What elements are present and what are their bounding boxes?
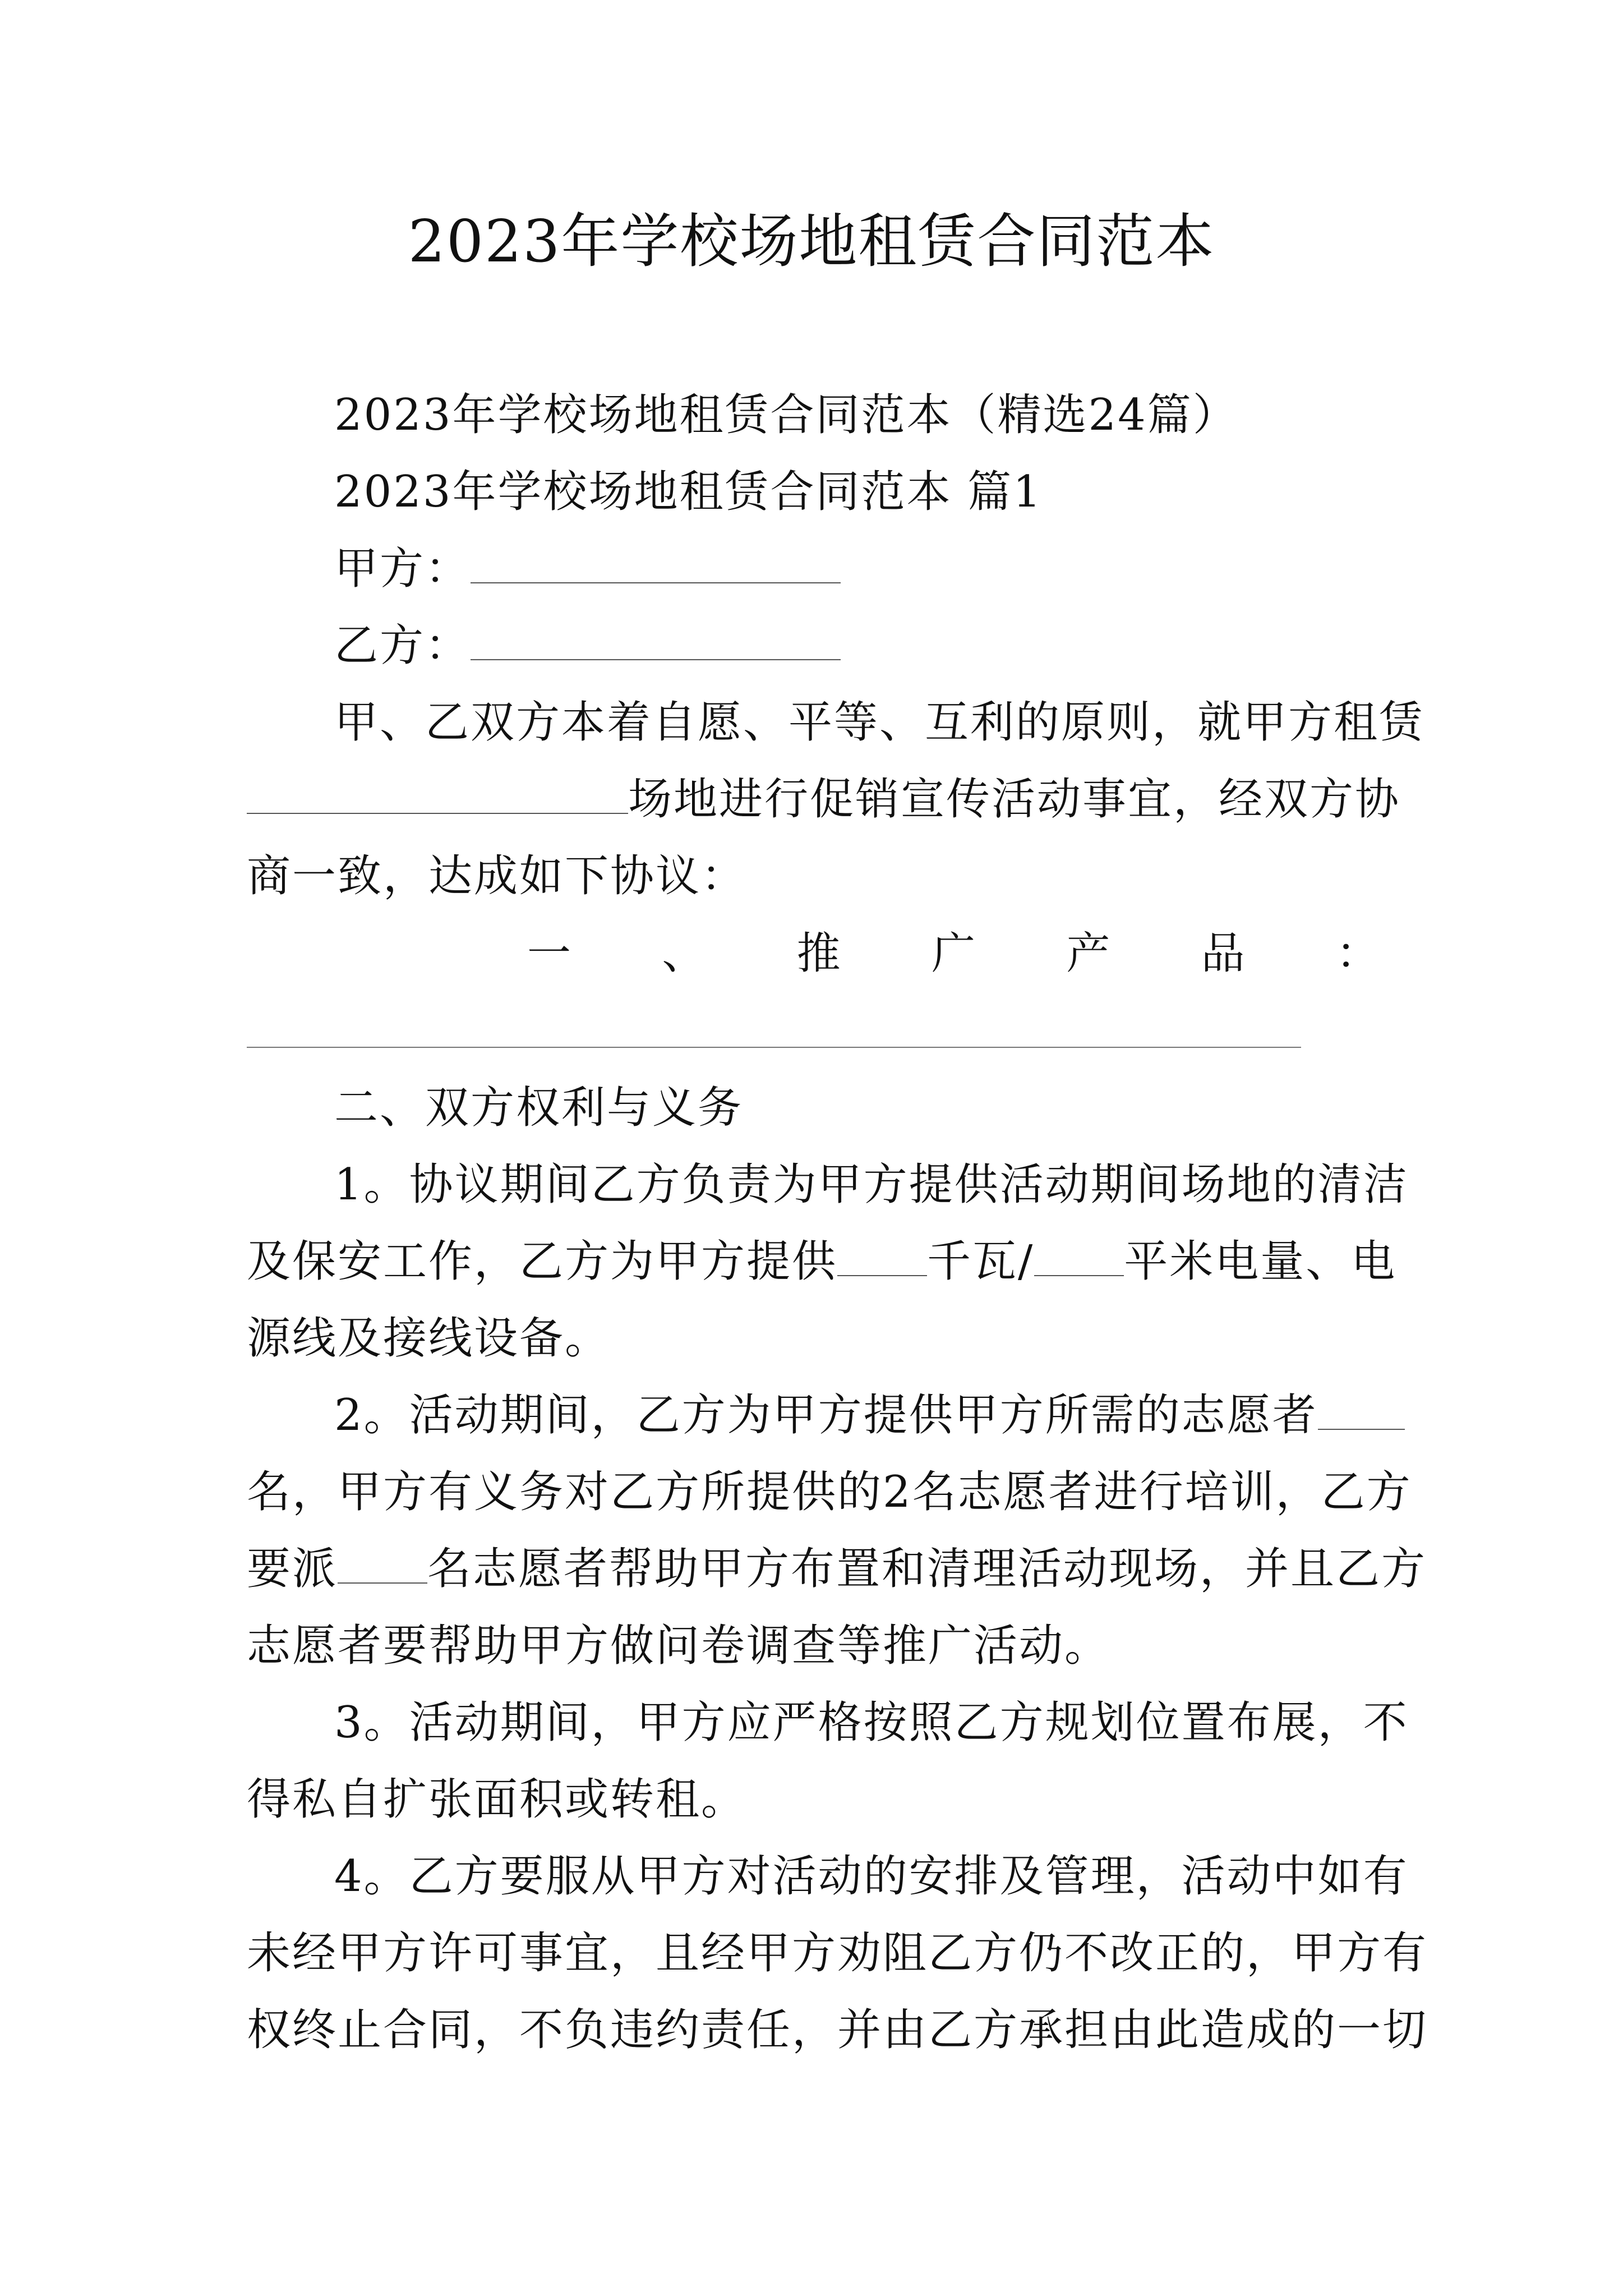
clause-2-text-b: 名志愿者帮助甲方布置和清理活动现场，并且乙方: [427, 1544, 1427, 1594]
clause-2-text-a: 要派: [247, 1544, 338, 1594]
party-b-line: [334, 618, 841, 674]
item-1-char: 推: [796, 928, 841, 979]
document-title: 2023年学校场地租赁合同范本: [408, 207, 1215, 275]
item-1-heading: [527, 926, 1380, 982]
clause-2-line-2: 名，甲方有义务对乙方所提供的2名志愿者进行培训，乙方: [247, 1467, 1412, 1517]
intro-line-1: 甲、乙双方本着自愿、平等、互利的原则，就甲方租赁: [334, 697, 1425, 748]
intro-line-3: 商一致，达成如下协议：: [247, 851, 747, 901]
item-1-char: 产: [1066, 928, 1110, 979]
party-a-line: [334, 541, 841, 597]
venue-blank: [247, 778, 628, 814]
intro-line-2-text: 场地进行促销宣传活动事宜，经双方协: [628, 774, 1401, 825]
clause-1-line-1: 1。协议期间乙方负责为甲方提供活动期间场地的清洁: [334, 1159, 1409, 1210]
party-b-label: 乙方：: [334, 620, 471, 671]
clause-2-line-4: 志愿者要帮助甲方做问卷调查等推广活动。: [247, 1621, 1110, 1671]
section-heading: 2023年学校场地租赁合同范本 篇1: [334, 467, 1043, 517]
dispatched-volunteer-blank: [338, 1548, 427, 1584]
clause-3-line-1: 3。活动期间，甲方应严格按照乙方规划位置布展，不: [334, 1697, 1409, 1748]
item-1-char: 一: [527, 928, 571, 979]
clause-1-text-a: 及保安工作，乙方为甲方提供: [247, 1236, 838, 1287]
square-meter-blank: [1034, 1240, 1124, 1276]
clause-4-line-3: 权终止合同，不负违约责任，并由乙方承担由此造成的一切: [247, 2005, 1428, 2055]
item-1-char: ：: [1335, 928, 1380, 979]
clause-1-text-b: 千瓦/: [927, 1236, 1035, 1287]
clause-4-line-1: 4。乙方要服从甲方对活动的安排及管理，活动中如有: [334, 1851, 1409, 1902]
volunteer-count-blank: [1318, 1394, 1405, 1430]
clause-1-line-3: 源线及接线设备。: [247, 1313, 611, 1364]
item-1-char: 、: [662, 928, 706, 979]
item-1-char: 广: [931, 928, 975, 979]
party-a-blank: [471, 547, 841, 583]
clause-4-line-2: 未经甲方许可事宜，且经甲方劝阻乙方仍不改正的，甲方有: [247, 1928, 1428, 1978]
clause-3-line-2: 得私自扩张面积或转租。: [247, 1774, 747, 1825]
clause-2-line-3: [247, 1541, 1427, 1597]
product-blank-line: [247, 1047, 1301, 1048]
clause-1-text-c: 平米电量、电: [1124, 1236, 1397, 1287]
clause-2-text: 2。活动期间，乙方为甲方提供甲方所需的志愿者: [334, 1390, 1318, 1441]
intro-line-2: [247, 771, 1400, 827]
clause-2-line-1: [334, 1387, 1405, 1443]
kilowatt-blank: [837, 1240, 927, 1276]
rights-heading: 二、双方权利与义务: [334, 1083, 744, 1133]
party-b-blank: [471, 624, 841, 660]
party-a-label: 甲方：: [334, 544, 471, 594]
item-1-char: 品: [1201, 928, 1245, 979]
document-subtitle: 2023年学校场地租赁合同范本（精选24篇）: [334, 390, 1238, 440]
clause-1-line-2: [247, 1234, 1396, 1290]
